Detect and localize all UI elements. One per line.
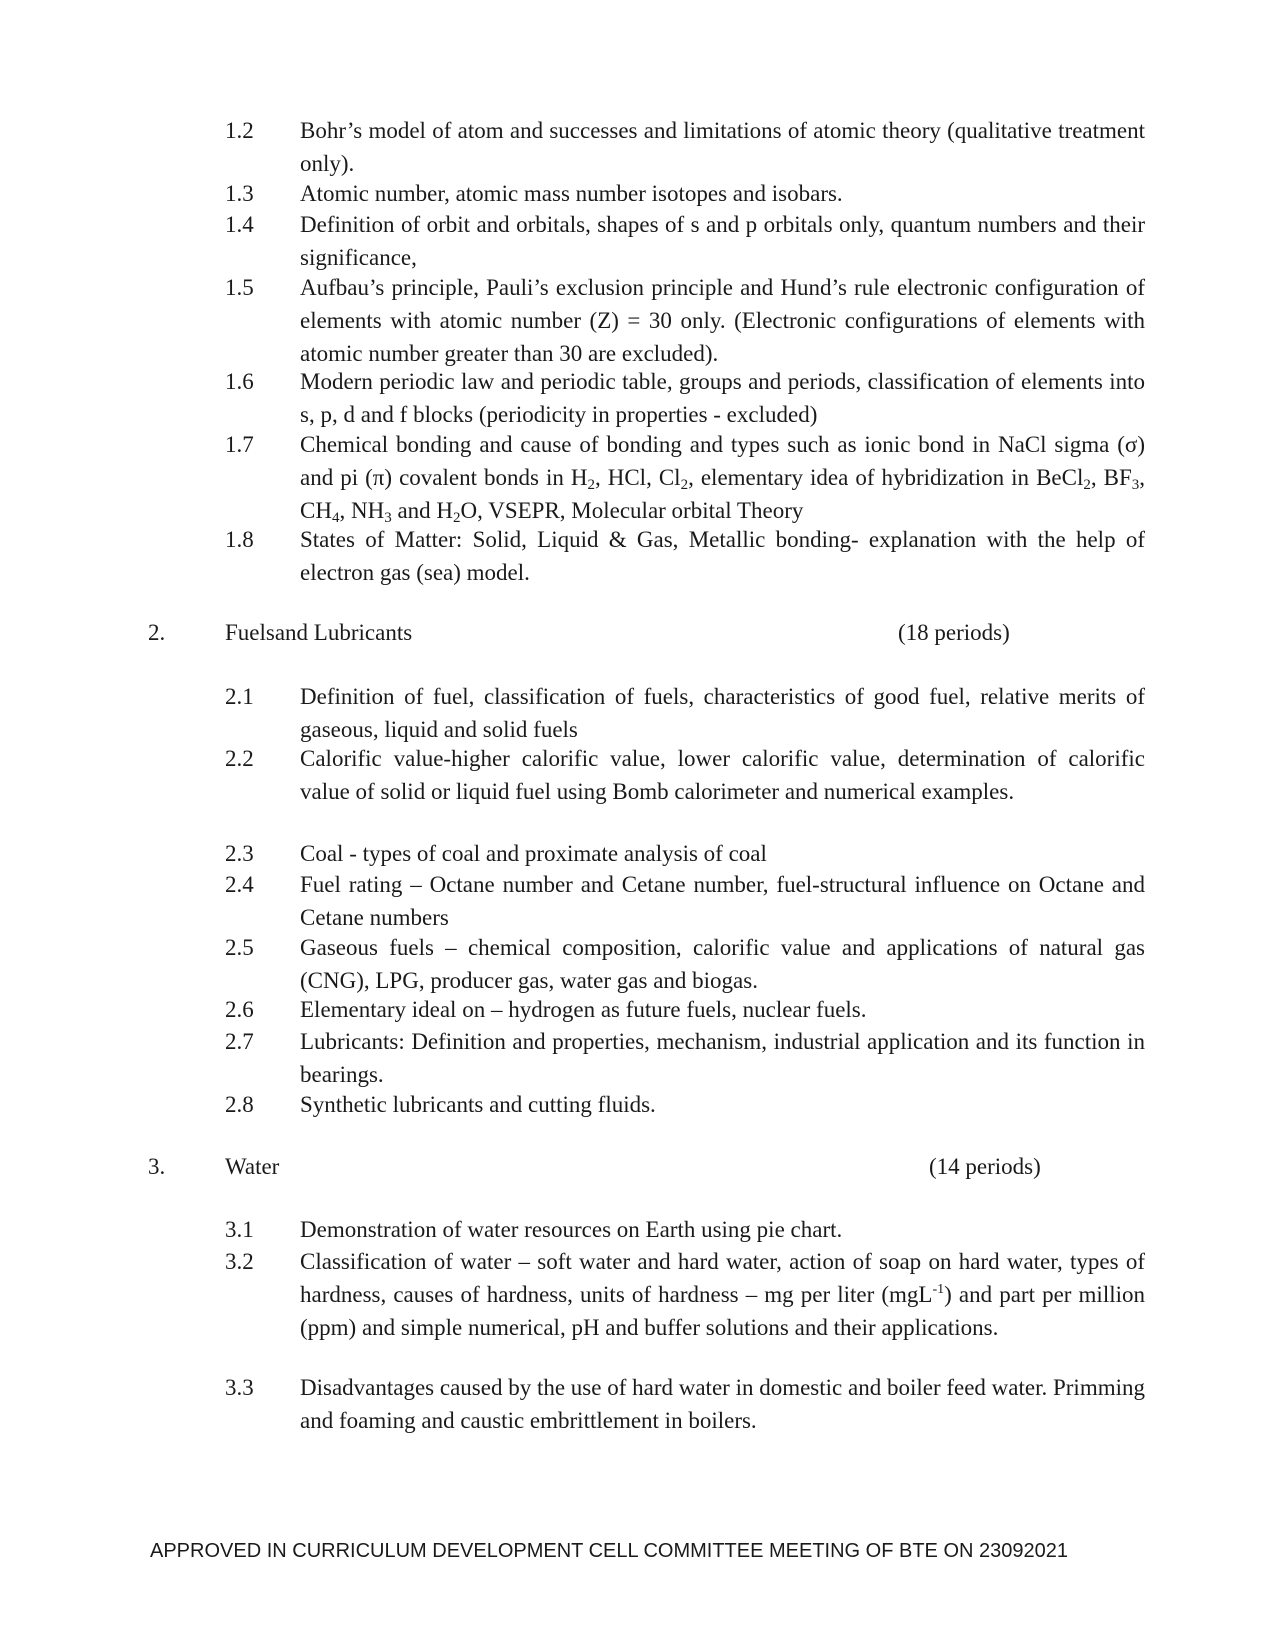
item-number: 1.3 <box>225 181 254 206</box>
item-number: 2.7 <box>225 1029 254 1054</box>
item-number: 2.1 <box>225 684 254 709</box>
item-text: Calorific value-higher calorific value, lower calorific value, determination of calorific value of solid or liquid fuel using Bomb calorimeter and numerical examples. <box>300 746 1145 804</box>
section-number: 2. <box>148 620 166 645</box>
item-text: Synthetic lubricants and cutting fluids. <box>300 1092 656 1117</box>
item-number: 2.4 <box>225 872 254 897</box>
item-number: 3.2 <box>225 1249 254 1274</box>
item-number: 3.3 <box>225 1375 254 1400</box>
item-number: 2.8 <box>225 1092 254 1117</box>
item-number: 1.8 <box>225 527 254 552</box>
page-footer: APPROVED IN CURRICULUM DEVELOPMENT CELL COMMITTEE MEETING OF BTE ON 23092021 <box>150 1540 1068 1562</box>
item-number: 2.6 <box>225 997 254 1022</box>
section-periods: (14 periods) <box>929 1154 1041 1179</box>
item-number: 1.7 <box>225 432 254 457</box>
item-number: 1.5 <box>225 275 254 300</box>
item-number: 1.2 <box>225 118 254 143</box>
section-number: 3. <box>148 1154 166 1179</box>
item-number: 2.5 <box>225 935 254 960</box>
section-title: Fuelsand Lubricants <box>225 620 413 645</box>
item-text: Disadvantages caused by the use of hard water in domestic and boiler feed water. Primming and foaming and caustic embrittlement in boilers. <box>300 1375 1145 1433</box>
item-text: Coal - types of coal and proximate analysis of coal <box>300 841 767 866</box>
item-text: Atomic number, atomic mass number isotopes and isobars. <box>300 181 843 206</box>
item-text: Definition of fuel, classification of fuels, characteristics of good fuel, relative merits of gaseous, liquid and solid fuels <box>300 684 1145 742</box>
item-text: Modern periodic law and periodic table, groups and periods, classification of elements into s, p, d and f blocks (periodicity in properties - excluded) <box>300 369 1145 427</box>
item-text: Fuel rating – Octane number and Cetane number, fuel-structural influence on Octane and Cetane numbers <box>300 872 1145 930</box>
item-number: 3.1 <box>225 1217 254 1242</box>
item-text: Aufbau’s principle, Pauli’s exclusion principle and Hund’s rule electronic configuration of elements with atomic number (Z) = 30 only. (Electronic configurations of elements with atomic number greater than 30 are excluded). <box>300 275 1145 366</box>
section-periods: (18 periods) <box>898 620 1010 645</box>
item-text: Gaseous fuels – chemical composition, calorific value and applications of natural gas (CNG), LPG, producer gas, water gas and biogas. <box>300 935 1145 993</box>
item-number: 2.2 <box>225 746 254 771</box>
item-text: Bohr’s model of atom and successes and limitations of atomic theory (qualitative treatment only). <box>300 118 1145 176</box>
item-text: Chemical bonding and cause of bonding and types such as ionic bond in NaCl sigma (σ) and pi (π) covalent bonds in $H_2$, HCl, $Cl_2$, elementary idea of hybridization in BeCl$_2$, $BF_3$, $CH_4$, $NH_3$ and $H_2O$, VSEPR, Molecular orbital Theory <box>300 432 1146 526</box>
item-text: Classification of water – soft water and hard water, action of soap on hard water, types of hardness, causes of hardness, units of hardness – mg per liter (mgL$^{-1}$) and part per million (ppm) and simple numerical, pH and buffer solutions and their applications. <box>300 1249 1145 1340</box>
item-text: Demonstration of water resources on Earth using pie chart. <box>300 1217 843 1242</box>
section-title: Water <box>225 1154 280 1179</box>
item-text: Elementary ideal on – hydrogen as future fuels, nuclear fuels. <box>300 997 867 1022</box>
item-number: 1.6 <box>225 369 254 394</box>
item-text: Definition of orbit and orbitals, shapes of s and p orbitals only, quantum numbers and their significance, <box>300 212 1145 270</box>
item-text: Lubricants: Definition and properties, mechanism, industrial application and its function in bearings. <box>300 1029 1145 1087</box>
item-number: 1.4 <box>225 212 254 237</box>
item-number: 2.3 <box>225 841 254 866</box>
item-text: States of Matter: Solid, Liquid & Gas, Metallic bonding- explanation with the help of electron gas (sea) model. <box>300 527 1145 585</box>
